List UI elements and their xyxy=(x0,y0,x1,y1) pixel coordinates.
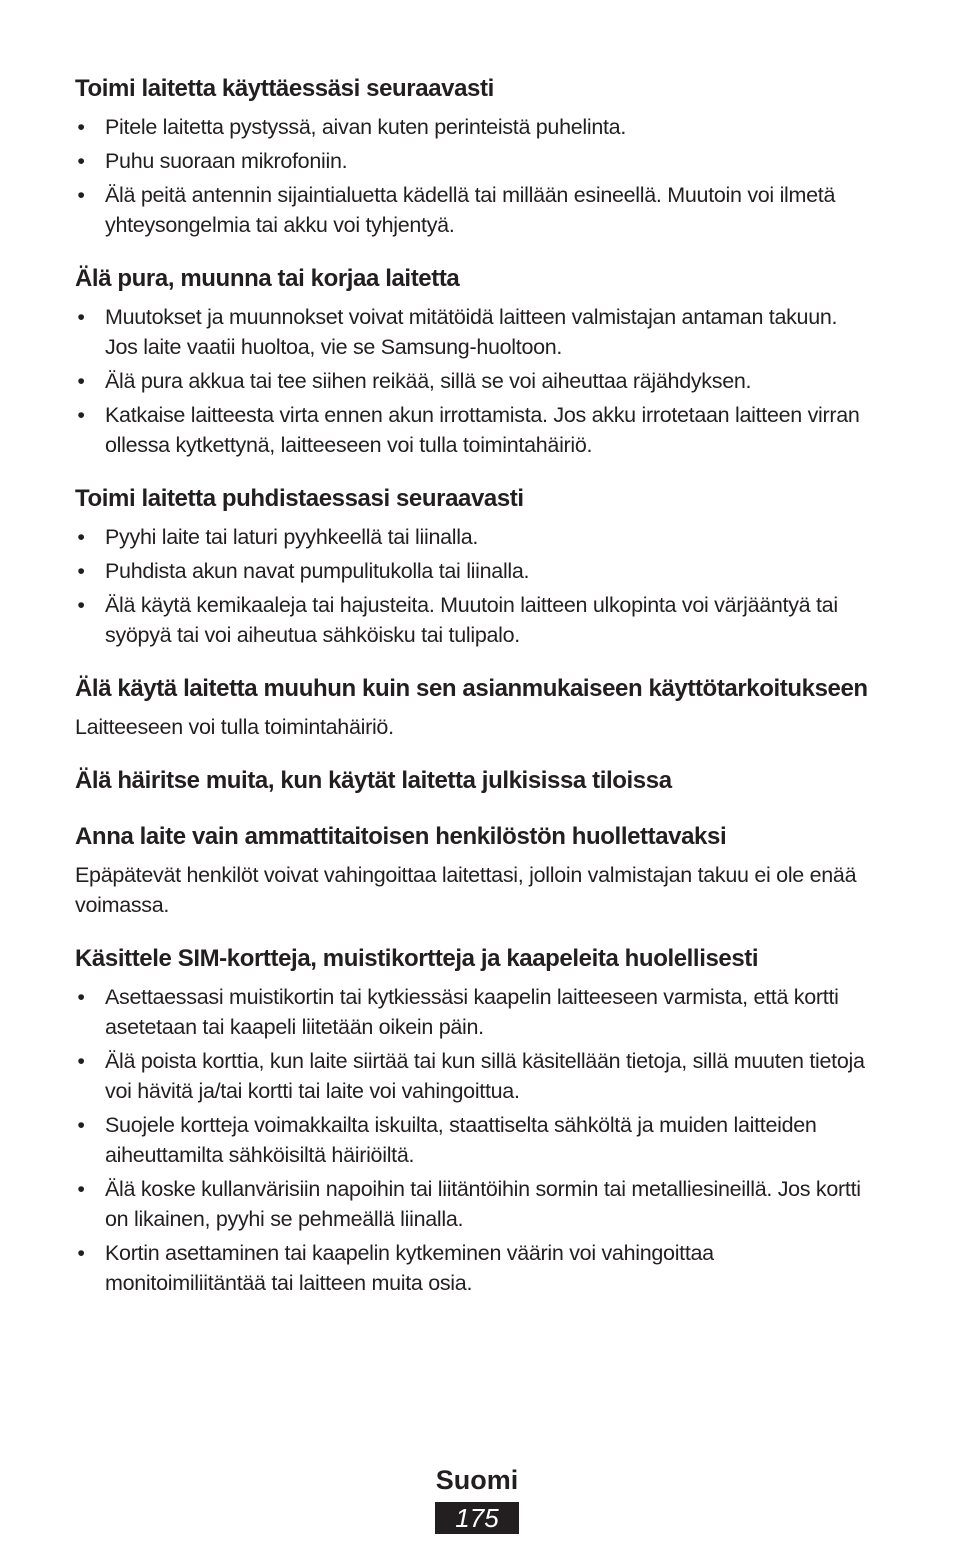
bullet-icon: • xyxy=(77,115,85,139)
list-item: • Suojele kortteja voimakkailta iskuilta, staattiselta sähköltä ja muiden laitteiden aiheuttamilta sähköisiltä häiriöiltä. xyxy=(75,1110,875,1170)
bullet-list xyxy=(75,982,875,1298)
bullet-icon: • xyxy=(77,1049,85,1073)
section-no-disassembly xyxy=(75,262,875,460)
bullet-list xyxy=(75,302,875,460)
list-item: • Älä pura akkua tai tee siihen reikää, sillä se voi aiheuttaa räjähdyksen. xyxy=(75,366,875,396)
page-footer xyxy=(0,1462,954,1534)
section-qualified-service xyxy=(75,820,875,920)
section-public-spaces xyxy=(75,764,875,798)
bullet-icon: • xyxy=(77,1241,85,1265)
footer-language: Suomi xyxy=(435,1465,519,1495)
bullet-icon: • xyxy=(77,593,85,617)
list-item: • Muutokset ja muunnokset voivat mitätöidä laitteen valmistajan antaman takuun. Jos laite vaatii huoltoa, vie se Samsung-huoltoon. xyxy=(75,302,875,362)
section-heading: Älä häiritse muita, kun käytät laitetta julkisissa tiloissa xyxy=(75,767,672,794)
bullet-list xyxy=(75,112,875,240)
list-item: • Katkaise laitteesta virta ennen akun irrottamista. Jos akku irrotetaan laitteen virran ollessa kytkettynä, laitteeseen voi tulla toimintahäiriö. xyxy=(75,400,875,460)
document-body xyxy=(75,72,875,1320)
bullet-icon: • xyxy=(77,525,85,549)
section-text: Laitteeseen voi tulla toimintahäiriö. xyxy=(75,715,394,739)
list-item: • Älä peitä antennin sijaintialuetta kädellä tai millään esineellä. Muutoin voi ilmetä yhteysongelmia tai akku voi tyhjentyä. xyxy=(75,180,875,240)
bullet-list xyxy=(75,522,875,650)
list-item: • Puhdista akun navat pumpulitukolla tai liinalla. xyxy=(75,556,875,586)
bullet-icon: • xyxy=(77,149,85,173)
bullet-icon: • xyxy=(77,305,85,329)
section-usage xyxy=(75,72,875,240)
list-item: • Asettaessasi muistikortin tai kytkiessäsi kaapelin laitteeseen varmista, että kortti asetetaan tai kaapeli liitetään oikein päin. xyxy=(75,982,875,1042)
page-number: 175 xyxy=(435,1502,518,1534)
section-heading: Toimi laitetta puhdistaessasi seuraavasti xyxy=(75,485,524,512)
list-item: • Pyyhi laite tai laturi pyyhkeellä tai liinalla. xyxy=(75,522,875,552)
section-heading: Älä käytä laitetta muuhun kuin sen asianmukaiseen käyttötarkoitukseen xyxy=(75,675,868,702)
bullet-icon: • xyxy=(77,1177,85,1201)
bullet-icon: • xyxy=(77,183,85,207)
bullet-icon: • xyxy=(77,369,85,393)
bullet-icon: • xyxy=(77,1113,85,1137)
section-heading: Toimi laitetta käyttäessäsi seuraavasti xyxy=(75,75,494,102)
bullet-icon: • xyxy=(77,985,85,1009)
list-item: • Älä käytä kemikaaleja tai hajusteita. Muutoin laitteen ulkopinta voi värjääntyä tai syöpyä tai voi aiheutua sähköisku tai tulipalo. xyxy=(75,590,875,650)
list-item: • Kortin asettaminen tai kaapelin kytkeminen väärin voi vahingoittaa monitoimiliitäntää tai laitteen muita osia. xyxy=(75,1238,875,1298)
section-heading: Käsittele SIM-kortteja, muistikortteja ja kaapeleita huolellisesti xyxy=(75,945,759,972)
bullet-icon: • xyxy=(77,403,85,427)
list-item: • Älä poista korttia, kun laite siirtää tai kun sillä käsitellään tietoja, sillä muuten tietoja voi hävitä ja/tai kortti tai laite voi vahingoittua. xyxy=(75,1046,875,1106)
section-heading: Anna laite vain ammattitaitoisen henkilöstön huollettavaksi xyxy=(75,823,727,850)
section-cards-cables xyxy=(75,942,875,1298)
list-item: • Puhu suoraan mikrofoniin. xyxy=(75,146,875,176)
list-item: • Älä koske kullanvärisiin napoihin tai liitäntöihin sormin tai metalliesineillä. Jos kortti on likainen, pyyhi se pehmeällä liinalla. xyxy=(75,1174,875,1234)
list-item: • Pitele laitetta pystyssä, aivan kuten perinteistä puhelinta. xyxy=(75,112,875,142)
section-text: Epäpätevät henkilöt voivat vahingoittaa laitettasi, jolloin valmistajan takuu ei ole enää voimassa. xyxy=(75,863,857,917)
section-heading: Älä pura, muunna tai korjaa laitetta xyxy=(75,265,460,292)
bullet-icon: • xyxy=(77,559,85,583)
section-cleaning xyxy=(75,482,875,650)
section-intended-use xyxy=(75,672,875,742)
